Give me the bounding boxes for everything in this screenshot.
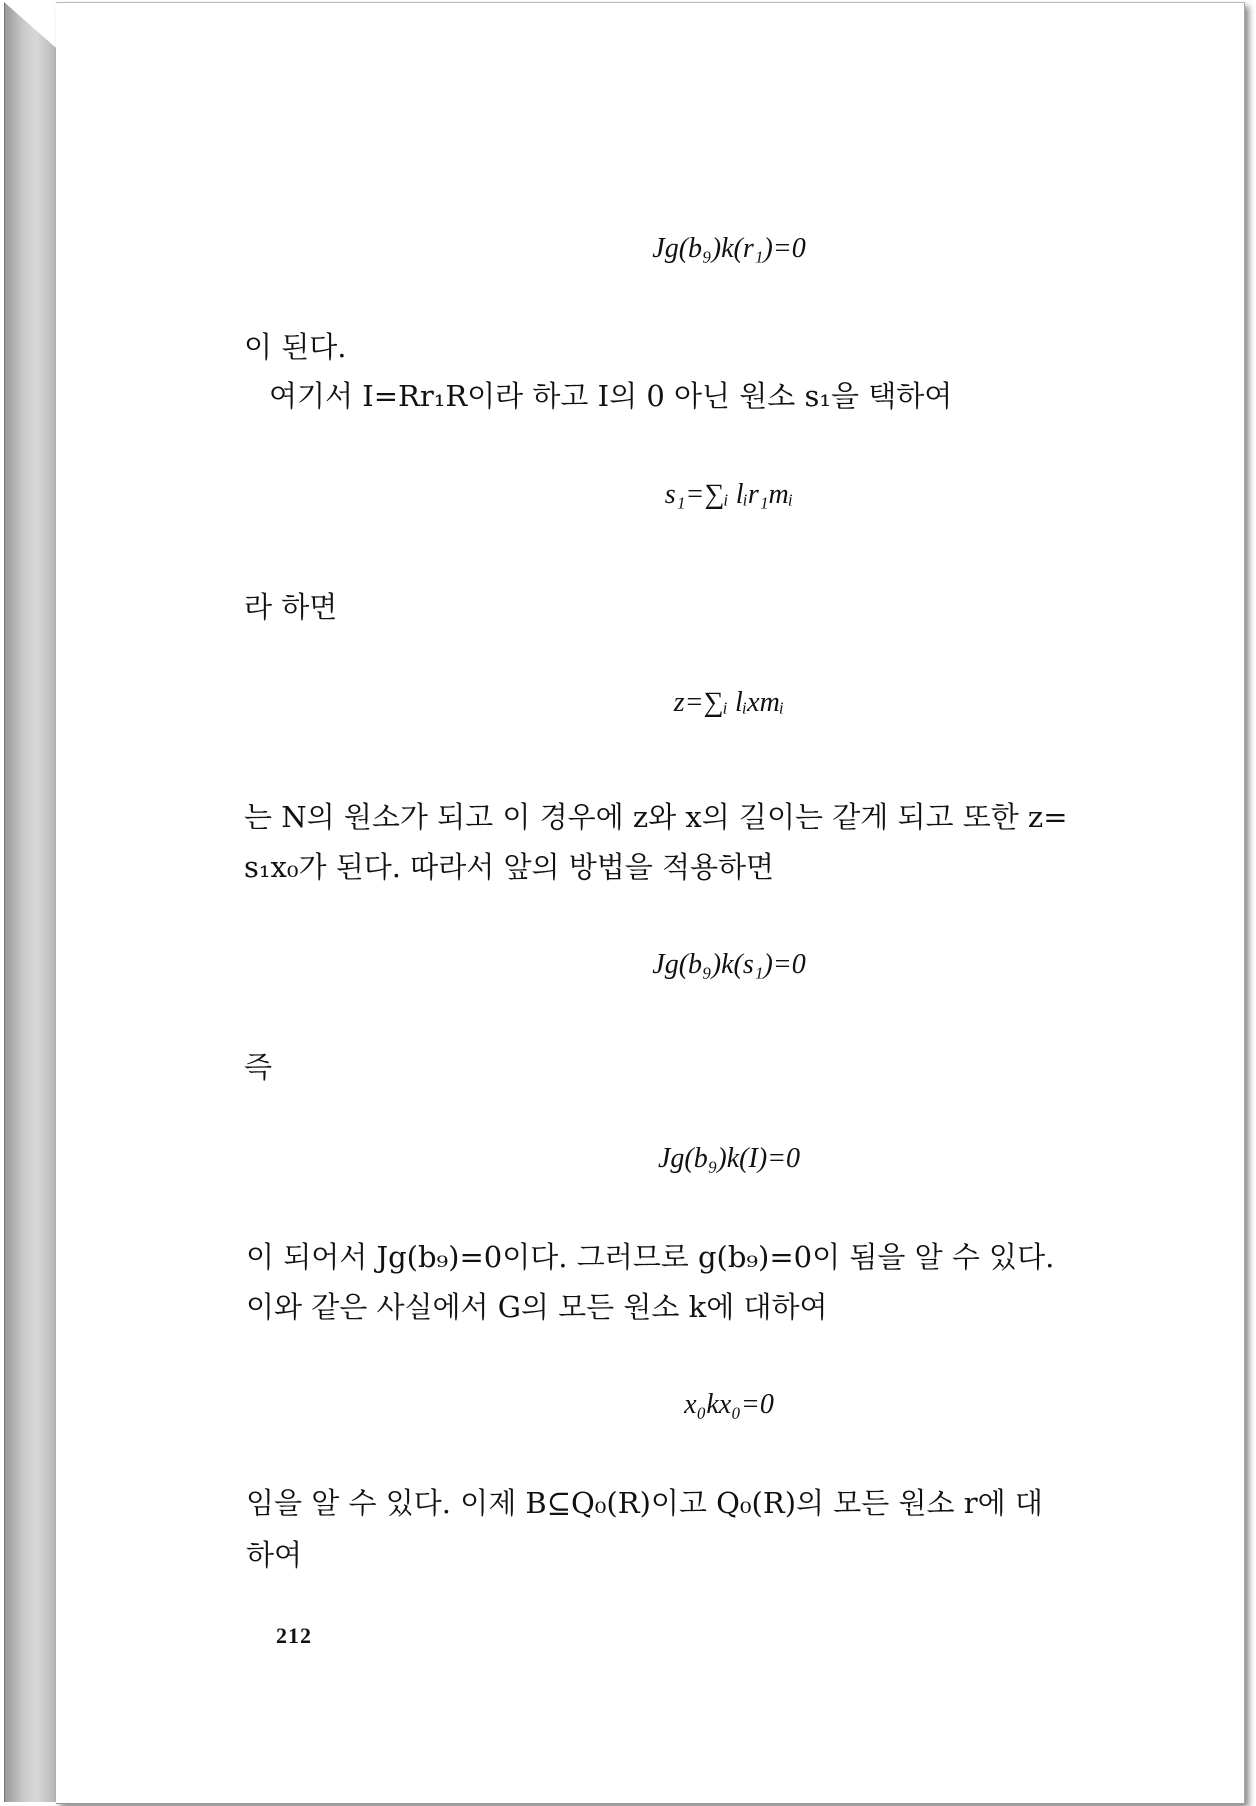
equation-3: z=∑ᵢ lᵢxmᵢ [673,687,785,718]
page-number: 212 [276,1623,312,1648]
equation-6: x₀kx₀=0 [684,1389,774,1420]
text-line-7: 이 되어서 Jg(b₉)=0이다. 그러므로 g(b₉)=0이 됨을 알 수 있다. [246,1240,1055,1274]
text-line-2: 여기서 I=Rr₁R이라 하고 I의 0 아닌 원소 s₁을 택하여 [269,379,953,413]
book-spine [4,2,57,1802]
text-line-5: s₁x₀가 된다. 따라서 앞의 방법을 적용하면 [244,850,775,884]
text-line-9: 임을 알 수 있다. 이제 B⊆Q₀(R)이고 Q₀(R)의 모든 원소 r에 대 [246,1486,1043,1520]
text-line-8: 이와 같은 사실에서 G의 모든 원소 k에 대하여 [246,1290,828,1324]
equation-5: Jg(b₉)k(I)=0 [657,1143,801,1174]
text-line-3: 라 하면 [244,590,338,624]
book-page [56,2,1245,1804]
text-line-1: 이 된다. [244,330,347,364]
text-line-10: 하여 [246,1538,303,1572]
equation-2: s₁=∑ᵢ lᵢr₁mᵢ [664,479,794,510]
equation-1: Jg(b₉)k(r₁)=0 [652,233,806,264]
text-line-6: 즉 [244,1050,273,1084]
text-line-4: 는 N의 원소가 되고 이 경우에 z와 x의 길이는 같게 되고 또한 z= [244,800,1068,834]
equation-4: Jg(b₉)k(s₁)=0 [652,949,806,980]
